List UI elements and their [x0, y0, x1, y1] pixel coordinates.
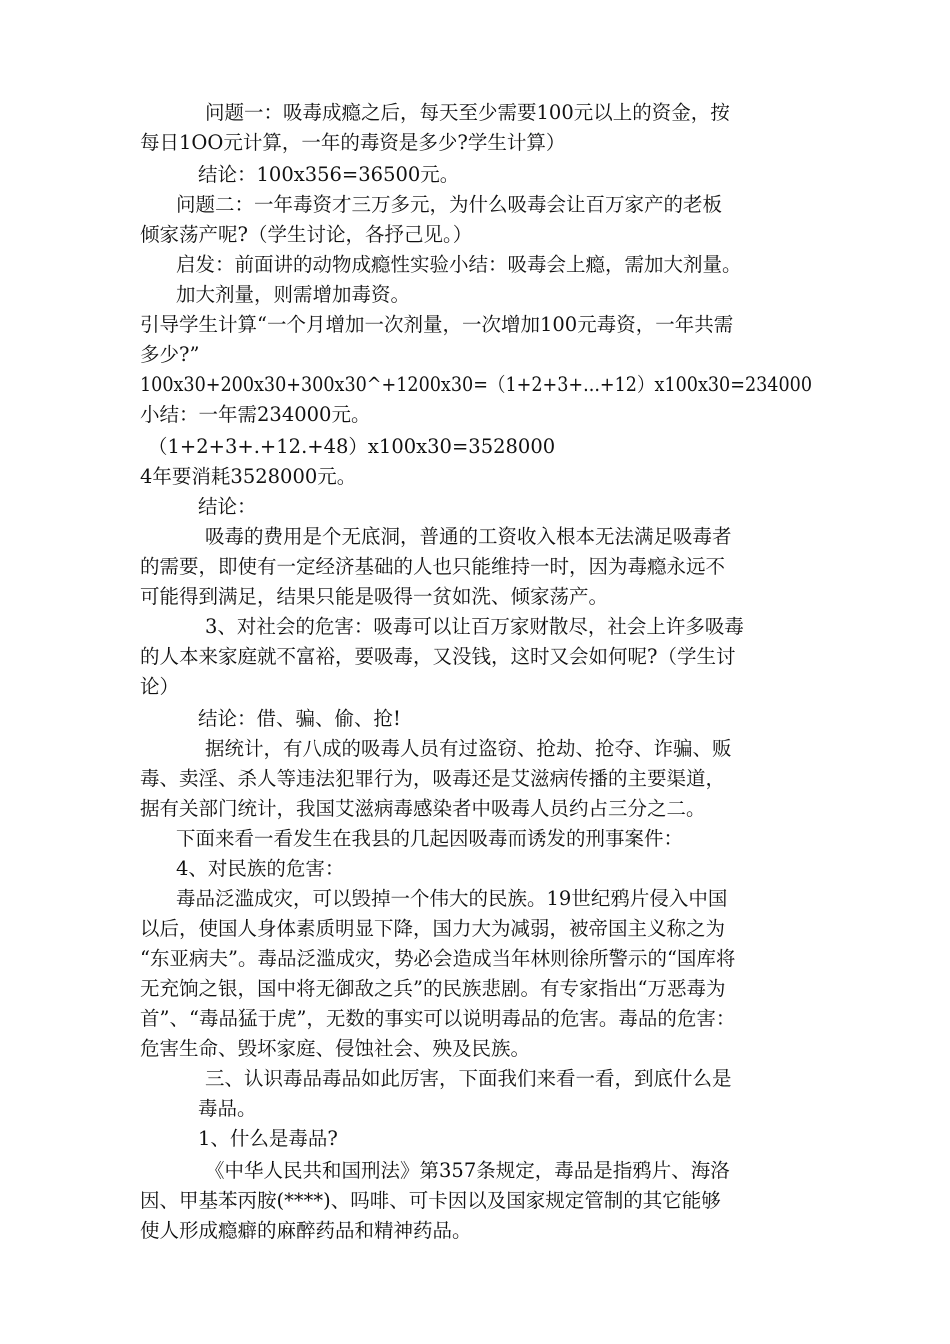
text-line: 倾家荡产呢?（学生讨论，各抒己见。）	[140, 223, 473, 246]
text-line: 的人本来家庭就不富裕，要吸毒，又没钱，这时又会如何呢?（学生讨	[140, 645, 736, 668]
text-line: （1+2+3+.+12.+48）x100x30=3528000	[148, 435, 556, 458]
text-line: 每日1OO元计算，一年的毒资是多少?学生计算）	[140, 131, 566, 154]
text-line: 无充饷之银，国中将无御敌之兵”的民族悲剧。有专家指出“万恶毒为	[140, 977, 726, 1000]
text-line: 3、对社会的危害：吸毒可以让百万家财散尽，社会上许多吸毒	[205, 615, 744, 638]
text-line: 吸毒的费用是个无底洞，普通的工资收入根本无法满足吸毒者	[205, 525, 732, 548]
text-line: 加大剂量，则需增加毒资。	[176, 283, 411, 306]
text-line: 下面来看一看发生在我县的几起因吸毒而诱发的刑事案件：	[176, 827, 684, 850]
text-line: 据统计，有八成的吸毒人员有过盗窃、抢劫、抢夺、诈骗、贩	[205, 737, 732, 760]
text-line: 4、对民族的危害：	[176, 857, 345, 880]
text-line: 《中华人民共和国刑法》第357条规定，毒品是指鸦片、海洛	[205, 1159, 730, 1182]
text-line: 使人形成瘾癖的麻醉药品和精神药品。	[140, 1219, 472, 1242]
text-line: 启发：前面讲的动物成瘾性实验小结：吸毒会上瘾，需加大剂量。	[176, 253, 742, 276]
text-line: 据有关部门统计，我国艾滋病毒感染者中吸毒人员约占三分之二。	[140, 797, 706, 820]
text-line: 因、甲基苯丙胺(****)、吗啡、可卡因以及国家规定管制的其它能够	[140, 1189, 721, 1212]
text-line: 论）	[140, 675, 180, 698]
text-line: 多少?”	[140, 343, 200, 366]
text-line: “东亚病夫”。毒品泛滥成灾，势必会造成当年林则徐所警示的“国库将	[140, 947, 736, 970]
text-line: 三、认识毒品毒品如此厉害，下面我们来看一看，到底什么是	[205, 1067, 732, 1090]
text-line: 4年要消耗3528000元。	[140, 465, 357, 488]
text-line: 的需要，即使有一定经济基础的人也只能维持一时，因为毒瘾永远不	[140, 555, 726, 578]
text-line: 结论：借、骗、偷、抢!	[198, 707, 401, 730]
text-line: 引导学生计算“一个月增加一次剂量，一次增加100元毒资，一年共需	[140, 313, 734, 336]
text-line: 危害生命、毁坏家庭、侵蚀社会、殃及民族。	[140, 1037, 531, 1060]
text-line: 结论：100x356=36500元。	[198, 163, 460, 186]
text-line: 毒、卖淫、杀人等违法犯罪行为，吸毒还是艾滋病传播的主要渠道，	[140, 767, 726, 790]
text-line: 以后，使国人身体素质明显下降，国力大为减弱，被帝国主义称之为	[140, 917, 726, 940]
text-line: 首”、“毒品猛于虎”，无数的事实可以说明毒品的危害。毒品的危害：	[140, 1007, 736, 1030]
text-line: 小结：一年需234000元。	[140, 403, 371, 426]
text-line: 100x30+200x30+300x30^+1200x30=（1+2+3+...+12）x100x30=234000	[140, 373, 813, 396]
text-line: 问题二：一年毒资才三万多元，为什么吸毒会让百万家产的老板	[176, 193, 723, 216]
text-line: 毒品泛滥成灾，可以毁掉一个伟大的民族。19世纪鸦片侵入中国	[176, 887, 728, 910]
text-line: 可能得到满足，结果只能是吸得一贫如洗、倾家荡产。	[140, 585, 609, 608]
text-line: 问题一：吸毒成瘾之后，每天至少需要100元以上的资金，按	[205, 101, 730, 124]
text-line: 毒品。	[198, 1097, 257, 1120]
text-line: 结论：	[198, 495, 257, 518]
text-line: 1、什么是毒品?	[198, 1127, 338, 1150]
